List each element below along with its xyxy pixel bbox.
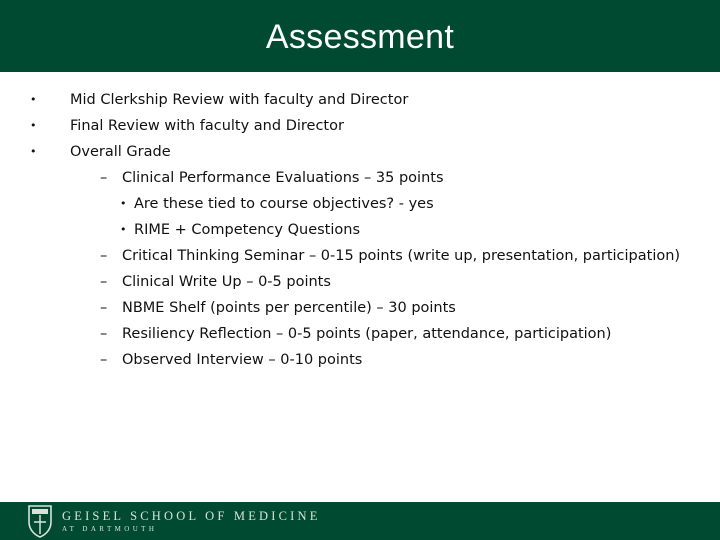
bullet-marker: • xyxy=(30,145,37,158)
school-subtitle: AT DARTMOUTH xyxy=(62,525,158,533)
list-item: Mid Clerkship Review with faculty and Director xyxy=(70,92,409,108)
list-item: RIME + Competency Questions xyxy=(134,222,361,238)
dash-marker: – xyxy=(100,248,108,264)
school-name: GEISEL SCHOOL OF MEDICINE xyxy=(62,509,321,523)
list-item: Final Review with faculty and Director xyxy=(70,118,344,134)
list-item: Observed Interview – 0-10 points xyxy=(122,352,363,368)
bullet-marker: • xyxy=(30,119,37,132)
bullet-marker: • xyxy=(120,223,127,236)
dash-marker: – xyxy=(100,274,108,290)
slide-title: Assessment xyxy=(265,17,455,56)
dash-marker: – xyxy=(100,170,108,186)
list-item: Overall Grade xyxy=(70,144,171,160)
list-item: Clinical Performance Evaluations – 35 points xyxy=(122,170,444,186)
dash-marker: – xyxy=(100,326,108,342)
dash-marker: – xyxy=(100,352,108,368)
dash-marker: – xyxy=(100,300,108,316)
list-item: Critical Thinking Seminar – 0-15 points (write up, presentation, participation) xyxy=(122,248,681,264)
list-item: Resiliency Reflection – 0-5 points (paper, attendance, participation) xyxy=(122,326,612,342)
bullet-marker: • xyxy=(30,93,37,106)
shield-logo-icon xyxy=(27,504,53,538)
footer-bar xyxy=(0,502,720,540)
list-item: Clinical Write Up – 0-5 points xyxy=(122,274,331,290)
title-bar xyxy=(0,0,720,72)
list-item: Are these tied to course objectives? - yes xyxy=(134,196,434,212)
bullet-marker: • xyxy=(120,197,127,210)
list-item: NBME Shelf (points per percentile) – 30 points xyxy=(122,300,456,316)
